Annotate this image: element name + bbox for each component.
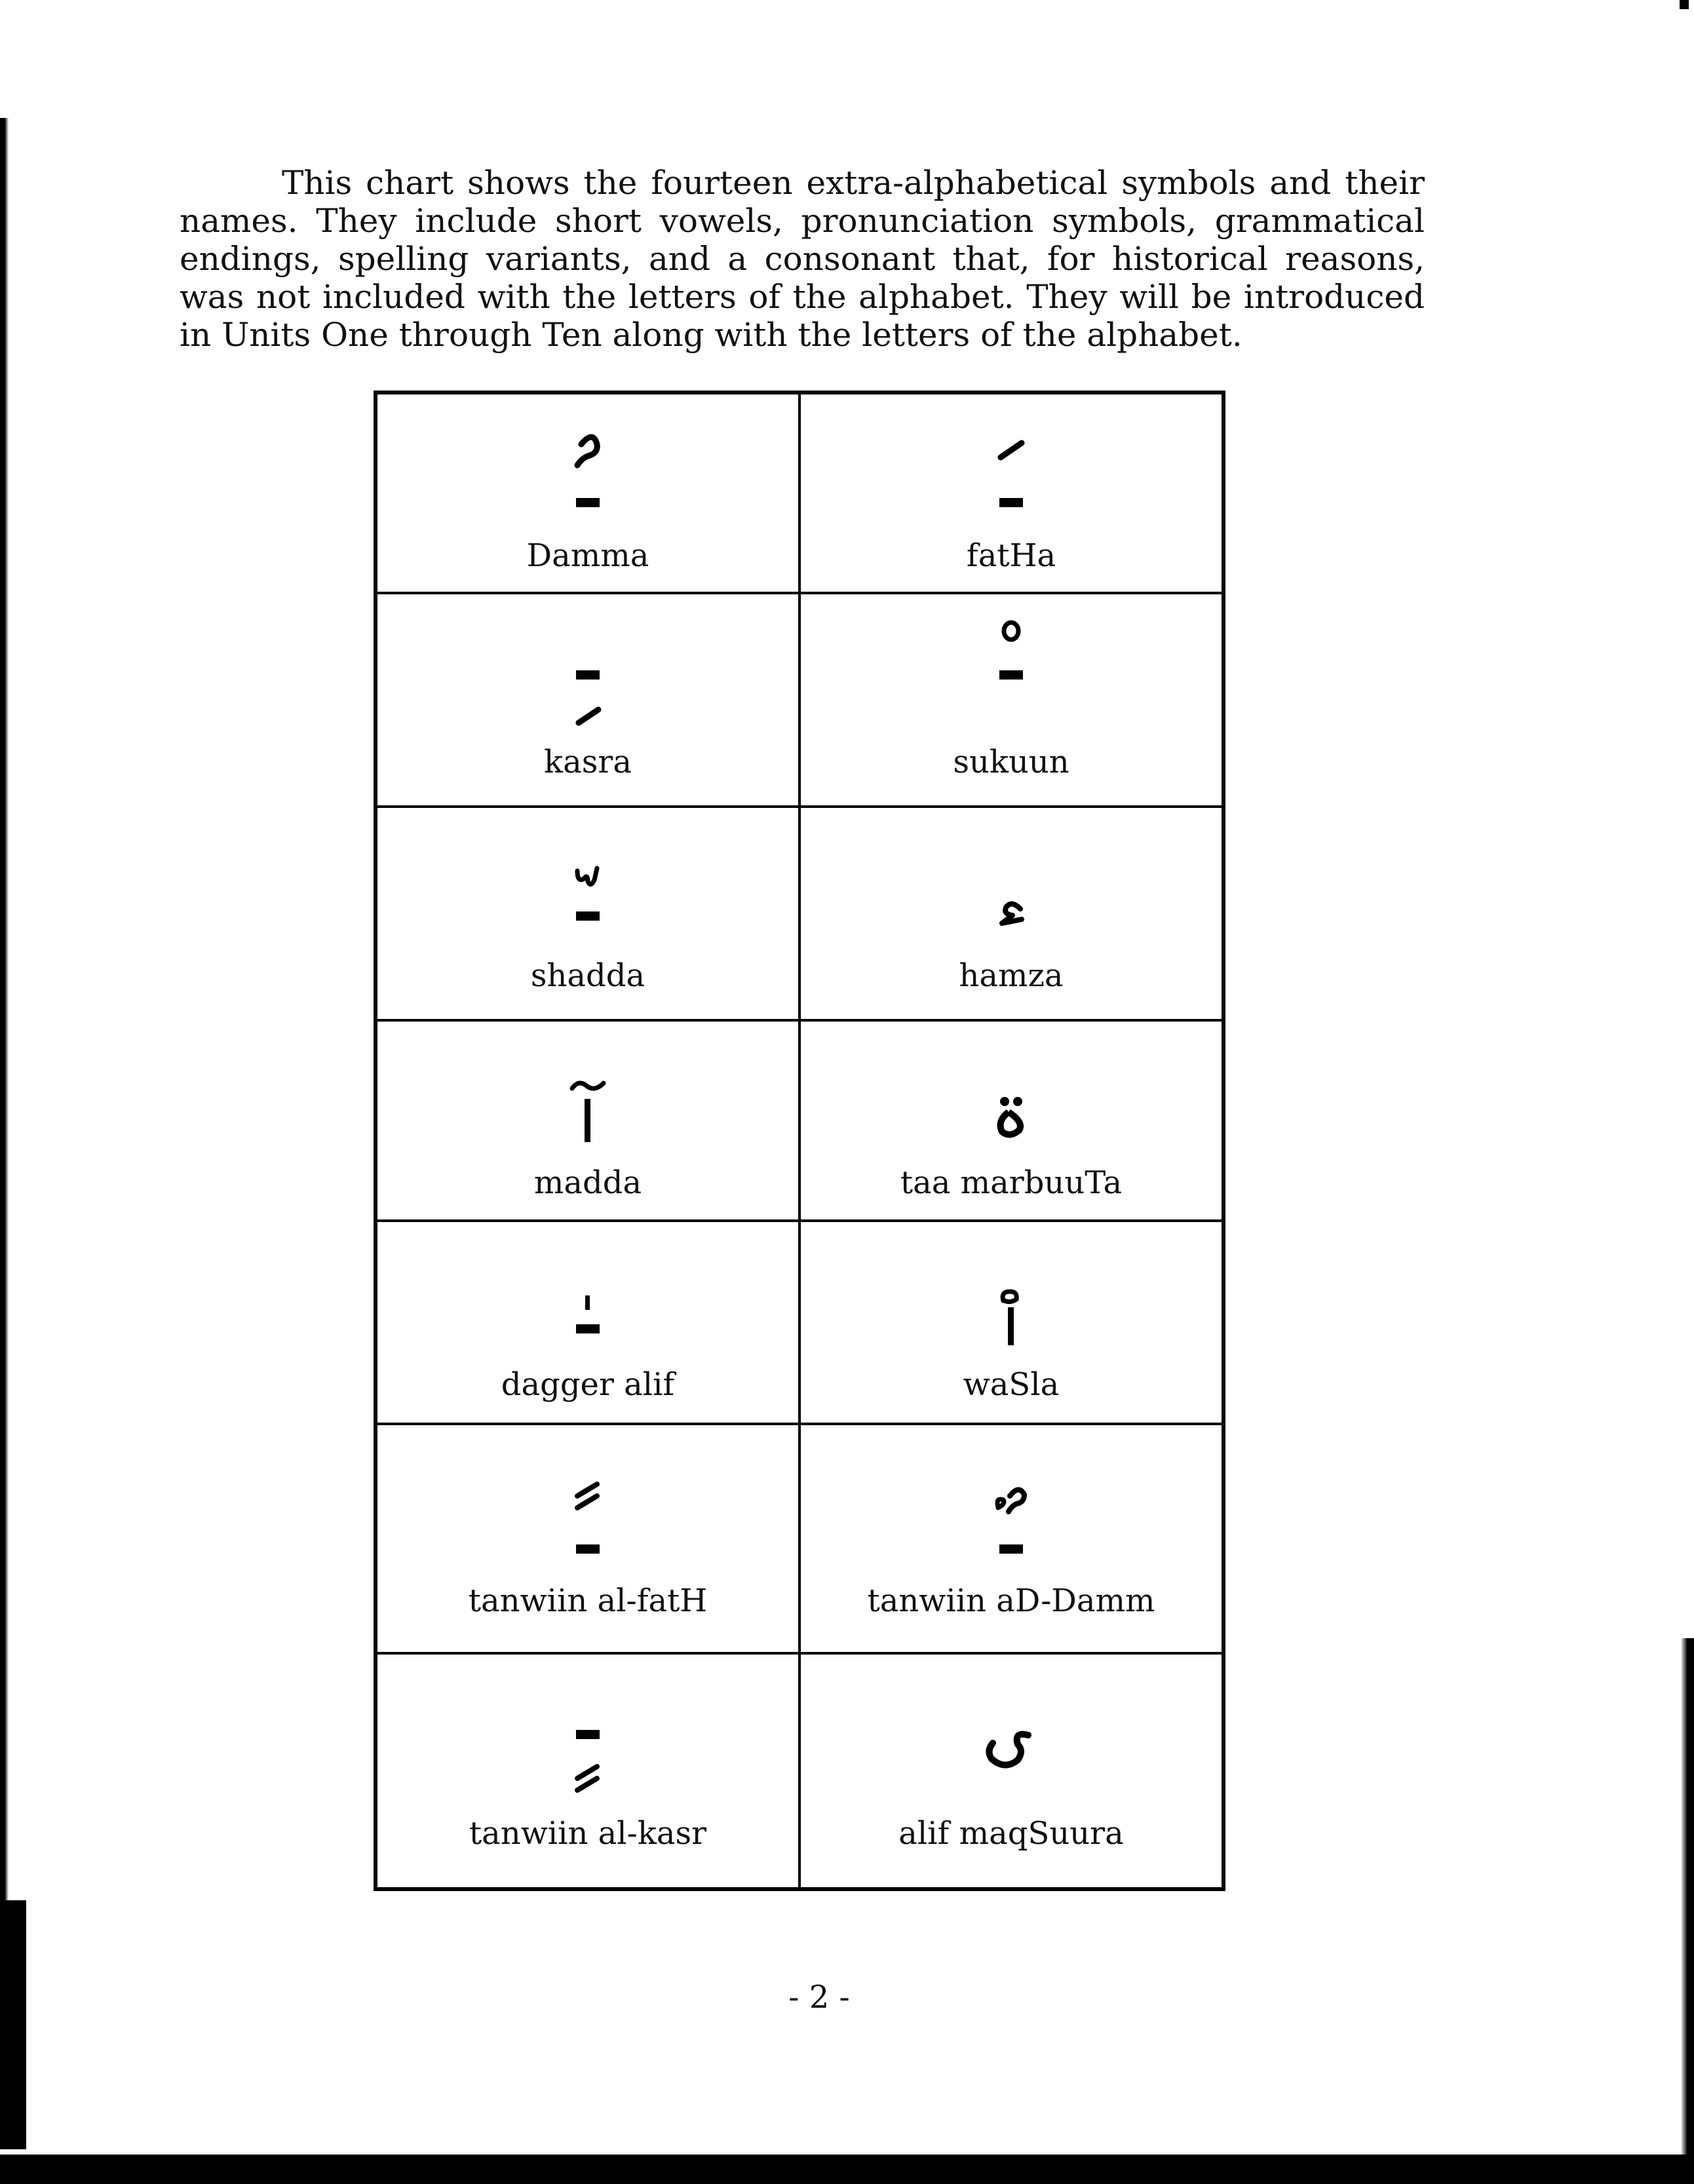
symbol-cell — [375, 593, 799, 807]
alif-maqsuura-icon — [801, 1689, 1222, 1814]
scan-edge-left-dark — [0, 1900, 26, 2149]
dagger-alif-icon — [377, 1240, 798, 1365]
symbol-name: tanwiin al-kasr — [469, 1814, 707, 1852]
symbol-cell — [799, 1020, 1223, 1221]
symbol-name: tanwiin al-fatH — [468, 1582, 708, 1619]
intro-text: This chart shows the fourteen extra-alphabetical symbols and their names. They include short vowels, pronunciation symbols, grammatical endings, spelling variants, and a consonant that, for historical reasons, was not included with the letters of the alphabet. They will be introduced in Units One through Ten along with the letters of the alphabet. — [180, 164, 1425, 354]
symbol-name: dagger alif — [501, 1366, 675, 1403]
symbol-cell — [375, 1221, 799, 1424]
intro-paragraph — [180, 164, 1425, 354]
fatha-icon — [801, 412, 1222, 536]
symbol-cell — [375, 1020, 799, 1221]
madda-icon — [377, 1039, 798, 1163]
sukuun-icon — [801, 618, 1222, 742]
symbol-name: Damma — [526, 537, 649, 574]
scan-edge-bottom — [0, 2155, 1694, 2184]
symbol-name: tanwiin aD-Damm — [867, 1582, 1155, 1619]
scan-mark — [1680, 0, 1689, 9]
symbol-name: waSla — [963, 1366, 1060, 1403]
symbols-table — [374, 391, 1225, 1891]
symbol-cell — [799, 393, 1223, 593]
symbol-cell — [375, 807, 799, 1020]
table-row — [375, 593, 1223, 807]
symbol-name: alif maqSuura — [898, 1814, 1124, 1852]
table-row — [375, 1020, 1223, 1221]
tanwiin-fath-icon — [377, 1457, 798, 1581]
symbol-name: kasra — [544, 744, 632, 780]
scan-edge-left — [0, 118, 16, 2149]
symbol-cell — [799, 1653, 1223, 1889]
symbol-cell — [799, 593, 1223, 807]
symbol-cell — [799, 1221, 1223, 1424]
symbol-cell — [375, 393, 799, 593]
symbol-cell — [375, 1653, 799, 1889]
damma-icon — [377, 412, 798, 536]
symbol-cell — [799, 807, 1223, 1020]
hamza-icon — [801, 832, 1222, 956]
taa-marbuuta-icon — [801, 1039, 1222, 1163]
tanwiin-damm-icon — [801, 1457, 1222, 1581]
scan-edge-right — [1672, 1638, 1694, 2162]
table-row — [375, 393, 1223, 593]
symbol-name: taa marbuuTa — [900, 1164, 1123, 1201]
page-number: - 2 - — [788, 1979, 850, 2016]
wasla-icon — [801, 1240, 1222, 1365]
symbol-name: fatHa — [966, 537, 1056, 574]
table-row — [375, 1424, 1223, 1653]
symbol-name: shadda — [530, 957, 645, 994]
table-row — [375, 1653, 1223, 1889]
symbol-name: sukuun — [953, 744, 1069, 780]
table-row — [375, 807, 1223, 1020]
tanwiin-kasr-icon — [377, 1689, 798, 1814]
symbol-name: hamza — [959, 957, 1064, 994]
table-row — [375, 1221, 1223, 1424]
symbol-name: madda — [533, 1164, 642, 1201]
symbol-cell — [799, 1424, 1223, 1653]
symbol-cell — [375, 1424, 799, 1653]
shadda-icon — [377, 832, 798, 956]
kasra-icon — [377, 618, 798, 742]
